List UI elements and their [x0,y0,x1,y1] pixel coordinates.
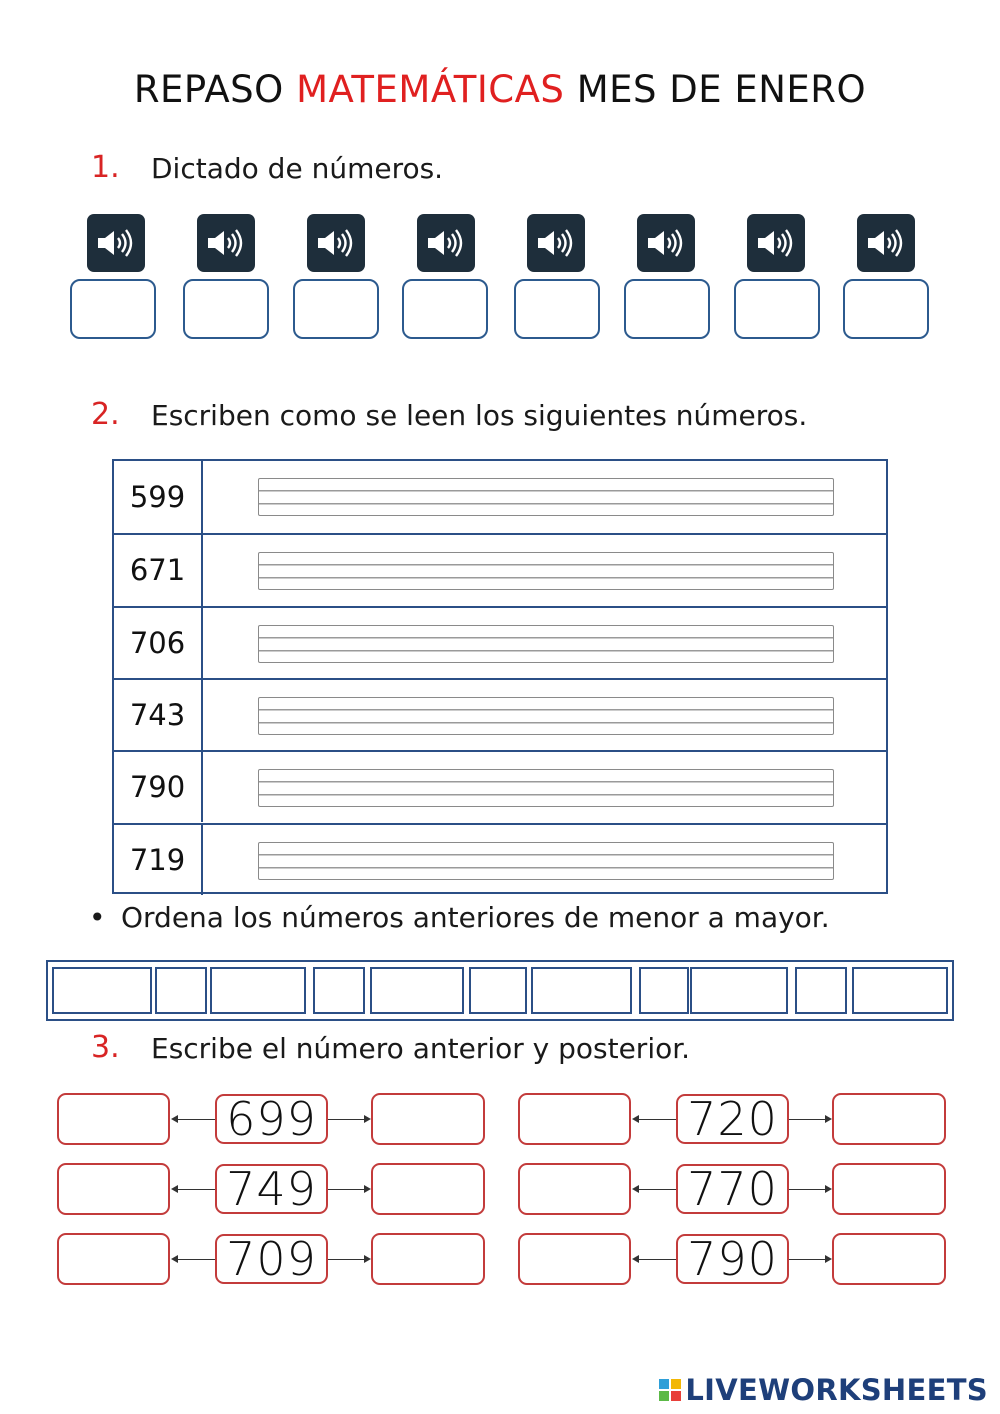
writing-answer-line[interactable] [258,697,834,735]
next-number-input[interactable] [371,1233,485,1285]
play-audio-button[interactable] [747,214,805,272]
number-cell: 706 [114,608,203,678]
table-row [114,750,886,822]
given-number: 790 [676,1234,789,1284]
table-row [114,606,886,678]
arrow-right-line [328,1189,365,1190]
title-part-1: REPASO [133,68,284,111]
order-number-slot[interactable] [52,967,152,1014]
liveworksheets-icon [659,1379,681,1401]
section-2-number: 2. [91,397,120,432]
arrow-left-icon [632,1255,639,1263]
arrow-left-line [177,1189,215,1190]
previous-number-input[interactable] [518,1233,631,1285]
order-number-slot[interactable] [210,967,306,1014]
arrow-right-line [789,1119,826,1120]
order-number-slot[interactable] [690,967,788,1014]
play-audio-button[interactable] [307,214,365,272]
play-audio-button[interactable] [527,214,585,272]
order-symbol-slot[interactable] [639,967,689,1014]
speaker-volume-icon [204,228,248,258]
writing-answer-line[interactable] [258,478,834,516]
arrow-left-icon [171,1185,178,1193]
section-3-instruction: Escribe el número anterior y posterior. [151,1032,691,1065]
section-3-number: 3. [91,1030,120,1065]
arrow-right-line [328,1119,365,1120]
dictation-answer-input[interactable] [514,279,600,339]
section-1-instruction: Dictado de números. [151,152,444,185]
arrow-left-line [638,1259,676,1260]
play-audio-button[interactable] [417,214,475,272]
order-number-slot[interactable] [531,967,632,1014]
speaker-volume-icon [424,228,468,258]
previous-number-input[interactable] [57,1093,170,1145]
order-symbol-slot[interactable] [155,967,207,1014]
next-number-input[interactable] [832,1093,946,1145]
order-symbol-slot[interactable] [313,967,365,1014]
table-row [114,533,886,605]
number-cell: 671 [114,535,203,605]
writing-answer-line[interactable] [258,552,834,590]
dictation-answer-input[interactable] [70,279,156,339]
number-cell: 599 [114,461,203,533]
previous-number-input[interactable] [518,1163,631,1215]
speaker-volume-icon [534,228,578,258]
previous-number-input[interactable] [518,1093,631,1145]
speaker-volume-icon [314,228,358,258]
play-audio-button[interactable] [197,214,255,272]
given-number: 709 [215,1234,328,1284]
number-cell: 719 [114,825,203,895]
play-audio-button[interactable] [87,214,145,272]
order-answer-strip [46,960,954,1021]
arrow-right-line [328,1259,365,1260]
arrow-left-line [177,1119,215,1120]
table-row [114,823,886,895]
number-cell: 790 [114,752,203,822]
dictation-answer-input[interactable] [402,279,488,339]
dictation-answer-input[interactable] [624,279,710,339]
arrow-left-icon [632,1115,639,1123]
order-number-slot[interactable] [852,967,948,1014]
table-row [114,461,886,533]
dictation-answer-input[interactable] [183,279,269,339]
next-number-input[interactable] [832,1233,946,1285]
title-part-3: MES DE ENERO [576,68,867,111]
dictation-answer-input[interactable] [734,279,820,339]
play-audio-button[interactable] [637,214,695,272]
previous-number-input[interactable] [57,1163,170,1215]
next-number-input[interactable] [832,1163,946,1215]
speaker-volume-icon [754,228,798,258]
bullet: • [89,901,106,934]
order-number-slot[interactable] [370,967,464,1014]
next-number-input[interactable] [371,1093,485,1145]
arrow-right-line [789,1189,826,1190]
arrow-right-icon [825,1185,832,1193]
speaker-volume-icon [644,228,688,258]
play-audio-button[interactable] [857,214,915,272]
arrow-left-line [638,1119,676,1120]
arrow-left-icon [171,1255,178,1263]
speaker-volume-icon [94,228,138,258]
arrow-right-icon [364,1255,371,1263]
order-instruction: Ordena los números anteriores de menor a mayor. [121,901,830,934]
previous-number-input[interactable] [57,1233,170,1285]
arrow-right-icon [825,1255,832,1263]
brand-logo[interactable] [659,1373,988,1407]
arrow-left-line [638,1189,676,1190]
given-number: 770 [676,1164,789,1214]
writing-answer-line[interactable] [258,769,834,807]
arrow-left-icon [171,1115,178,1123]
number-words-table [112,459,888,894]
given-number: 720 [676,1094,789,1144]
arrow-right-icon [825,1115,832,1123]
given-number: 699 [215,1094,328,1144]
next-number-input[interactable] [371,1163,485,1215]
section-1-number: 1. [91,150,120,185]
arrow-right-line [789,1259,826,1260]
brand-name: LIVEWORKSHEETS [685,1373,988,1407]
arrow-left-icon [632,1185,639,1193]
title-part-2: MATEMÁTICAS [296,68,565,111]
dictation-answer-input[interactable] [843,279,929,339]
given-number: 749 [215,1164,328,1214]
arrow-right-icon [364,1115,371,1123]
writing-answer-line[interactable] [258,625,834,663]
page-title [0,68,1000,111]
order-symbol-slot[interactable] [795,967,847,1014]
speaker-volume-icon [864,228,908,258]
writing-answer-line[interactable] [258,842,834,880]
number-cell: 743 [114,680,203,750]
arrow-right-icon [364,1185,371,1193]
order-symbol-slot[interactable] [469,967,527,1014]
section-2-instruction: Escriben como se leen los siguientes números. [151,399,808,432]
dictation-answer-input[interactable] [293,279,379,339]
arrow-left-line [177,1259,215,1260]
table-row [114,678,886,750]
